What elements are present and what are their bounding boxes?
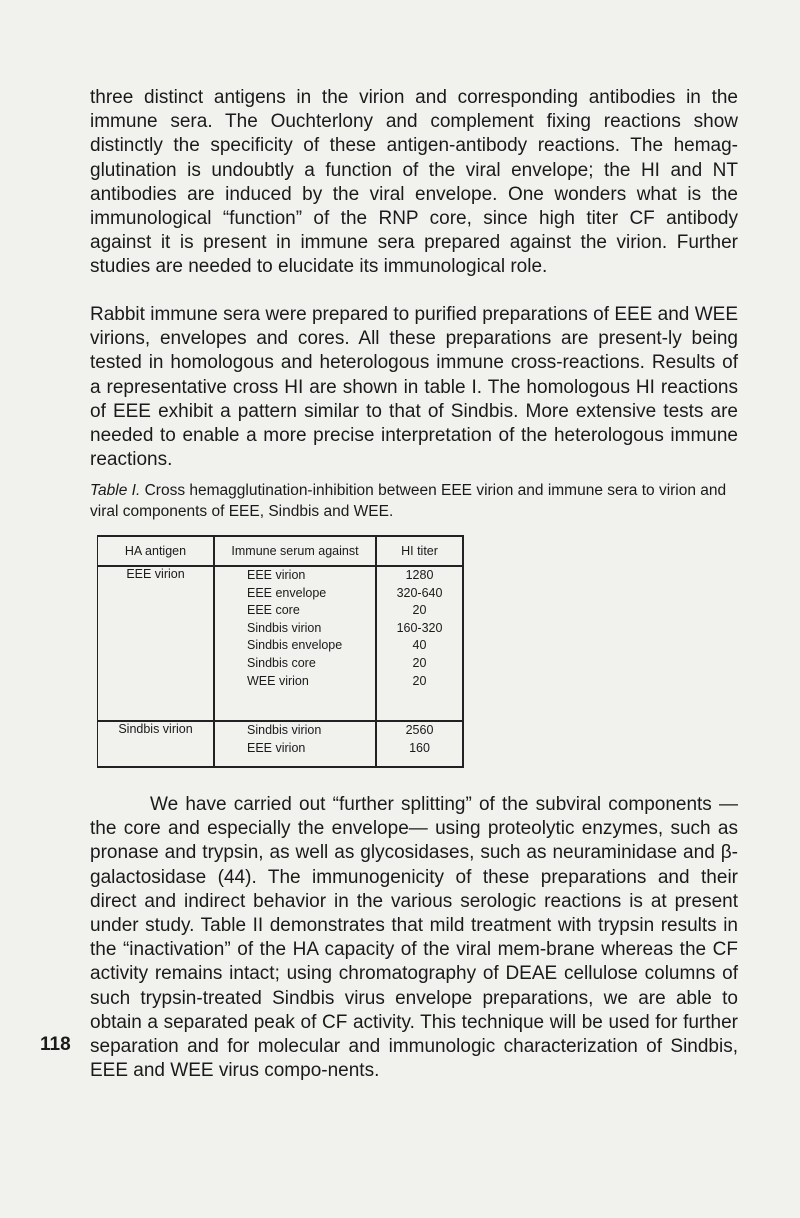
serum-item: Sindbis virion [247, 620, 322, 635]
serum-item: WEE virion [247, 673, 309, 688]
header-immune-serum: Immune serum against [214, 536, 376, 566]
table-row [98, 721, 464, 767]
hi-titer-cell [376, 566, 463, 721]
header-ha-antigen: HA antigen [98, 536, 215, 566]
hi-titer-cell [376, 721, 463, 767]
ha-antigen-cell: Sindbis virion [98, 721, 215, 767]
titer-value: 1280 [405, 568, 434, 582]
titer-value: 2560 [405, 722, 434, 737]
immune-serum-cell [214, 721, 376, 767]
titer-value: 160-320 [396, 620, 443, 635]
table-caption-label: Table I. [90, 482, 141, 499]
table-header-row [98, 536, 464, 566]
serum-item: EEE envelope [247, 585, 327, 600]
immune-serum-cell [214, 566, 376, 721]
serum-item: Sindbis core [247, 655, 316, 670]
table-row [98, 566, 464, 721]
paragraph-1: three distinct antigens in the virion and corresponding antibodies in the immune sera. The Ouchterlony and complement fixing reactions show distinctly the specificity of these antigen-antibody reactions. The hemag-glutination is undoubtly a function of the viral envelope; the HI and NT antibodies are induced by the viral envelope. One wonders what is the immunological “function” of the RNP core, since high titer CF antibody against it is present in immune sera prepared against the virion. Further studies are needed to elucidate its immunological role. [90, 87, 738, 278]
table-i [97, 535, 459, 771]
serum-item: EEE core [247, 603, 300, 618]
table-caption-text: Cross hemagglutination-inhibition between EEE virion and immune sera to virion and viral components of EEE, Sindbis and WEE. [90, 482, 727, 520]
paragraph-3: We have carried out “further splitting” of the subviral components —the core and especially the envelope— using proteolytic enzymes, such as pronase and trypsin, as well as glycosidases, such as neuraminidase and β-galactosidase (44). The immunogenicity of these preparations and their direct and indirect behavior in the various serologic reactions is at present under study. Table II demonstrates that mild treatment with trypsin results in the “inactivation” of the HA capacity of the viral mem-brane whereas the CF activity remains intact; using chromatography of DEAE cellulose columns of such trypsin-treated Sindbis virus envelope preparations, we are able to obtain a separated peak of CF activity. This technique will be used for further separation and for molecular and immunologic characterization of Sindbis, EEE and WEE virus compo-nents. [90, 794, 738, 1082]
titer-value: 40 [412, 638, 427, 653]
header-hi-titer: HI titer [376, 536, 463, 566]
page-number: 118 [40, 1034, 71, 1055]
hi-titer-table [97, 535, 464, 768]
table-caption [90, 480, 740, 522]
ha-antigen-cell: EEE virion [98, 566, 215, 721]
titer-value: 160 [409, 740, 430, 755]
paragraph-2: Rabbit immune sera were prepared to purified preparations of EEE and WEE virions, envelopes and cores. All these preparations are present-ly being tested in homologous and heterologous immune cross-reactions. Results of a representative cross HI are shown in table I. The homologous HI reactions of EEE exhibit a pattern similar to that of Sindbis. More extensive tests are needed to enable a more precise interpretation of the heterologous immune reactions. [90, 304, 738, 471]
serum-item: Sindbis virion [247, 722, 322, 737]
titer-value: 320-640 [396, 585, 443, 600]
serum-item: Sindbis envelope [247, 638, 343, 653]
titer-value: 20 [412, 603, 427, 618]
serum-item: EEE virion [247, 740, 306, 755]
titer-value: 20 [412, 673, 427, 688]
serum-item: EEE virion [247, 568, 306, 582]
titer-value: 20 [412, 655, 427, 670]
